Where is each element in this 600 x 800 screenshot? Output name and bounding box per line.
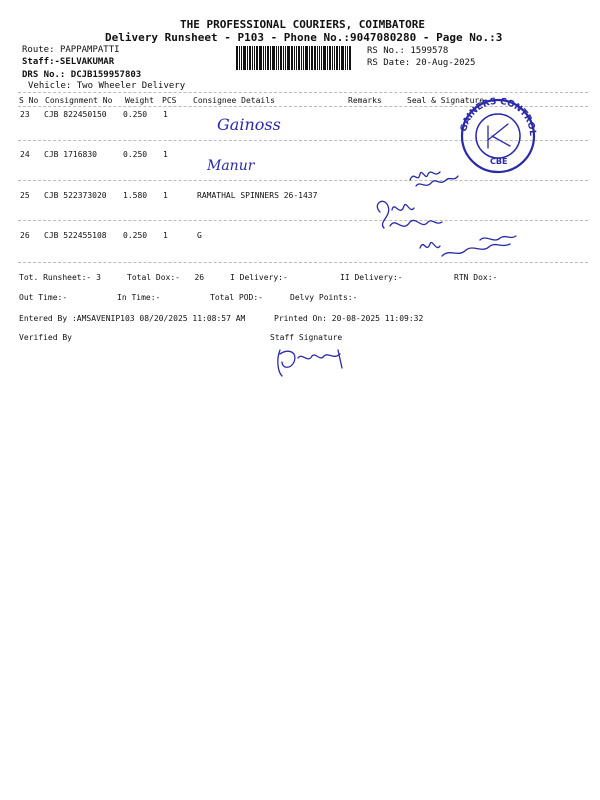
row-24-sno: 24 bbox=[20, 150, 30, 159]
table-top-rule bbox=[18, 92, 588, 93]
row-23-handwriting bbox=[215, 110, 305, 140]
row-23-handwritten-text: Gainoss bbox=[217, 115, 281, 134]
route-value: PAPPAMPATTI bbox=[59, 45, 120, 55]
row-23-weight: 0.250 bbox=[123, 110, 148, 119]
col-header-pcs: PCS bbox=[162, 96, 177, 105]
row-24-handwriting bbox=[205, 150, 285, 178]
drs-line bbox=[22, 70, 141, 80]
row-26-sno: 26 bbox=[20, 231, 30, 240]
col-header-seal-signature: Seal & Signature bbox=[407, 96, 485, 105]
summary-delvy-points: Delvy Points:- bbox=[290, 293, 358, 302]
row-26-pcs: 1 bbox=[163, 231, 168, 240]
row-25-pcs: 1 bbox=[163, 191, 168, 200]
staff-signature-scribble bbox=[268, 342, 358, 382]
route-line bbox=[22, 45, 120, 55]
summary-rtn-dox: RTN Dox:- bbox=[454, 273, 498, 282]
rs-no-label: RS No.: bbox=[367, 46, 405, 56]
row-23-sno: 23 bbox=[20, 110, 30, 119]
summary-in-time: In Time:- bbox=[117, 293, 161, 302]
col-header-weight: Weight bbox=[125, 96, 154, 105]
col-header-sno: S No bbox=[19, 96, 39, 105]
row-25-sno: 25 bbox=[20, 191, 30, 200]
col-header-consignee: Consignee Details bbox=[193, 96, 275, 105]
seal-top-text: GAINERS CONTROL bbox=[459, 96, 538, 137]
company-title: THE PROFESSIONAL COURIERS, COIMBATORE bbox=[180, 18, 426, 31]
drs-label: DRS No.: bbox=[22, 70, 66, 80]
summary-out-time: Out Time:- bbox=[19, 293, 68, 302]
row-24-handwritten-text: Manur bbox=[207, 158, 255, 174]
row-24-weight: 0.250 bbox=[123, 150, 148, 159]
staff-line bbox=[22, 57, 114, 67]
entered-by: Entered By :AMSAVENIP103 08/20/2025 11:08:57 AM bbox=[19, 314, 246, 323]
vehicle-line: Vehicle: Two Wheeler Delivery bbox=[28, 81, 186, 91]
summary-total-dox-line bbox=[127, 273, 204, 282]
summary-total-dox-label: Total Dox:- bbox=[127, 273, 180, 282]
delivery-signatures-scribble bbox=[370, 160, 530, 280]
printed-on: Printed On: 20-08-2025 11:09:32 bbox=[274, 314, 424, 323]
seal-bottom-text: CBE bbox=[490, 157, 508, 166]
summary-ii-delivery: II Delivery:- bbox=[340, 273, 403, 282]
barcode-image bbox=[236, 46, 358, 70]
rs-no-line bbox=[367, 46, 448, 56]
summary-i-delivery: I Delivery:- bbox=[230, 273, 288, 282]
rs-date-value: 20-Aug-2025 bbox=[415, 58, 476, 68]
row-23-consignment: CJB 822450150 bbox=[44, 110, 107, 119]
svg-text:GAINERS CONTROL bbox=[459, 97, 537, 137]
summary-total-dox-value: 26 bbox=[194, 273, 205, 282]
rs-no-value: 1599578 bbox=[410, 46, 449, 56]
row-26-consignment: CJB 522455108 bbox=[44, 231, 107, 240]
drs-value: DCJB159957803 bbox=[70, 70, 142, 80]
rs-date-line bbox=[367, 58, 475, 68]
row-24-pcs: 1 bbox=[163, 150, 168, 159]
row-25-consignee: RAMATHAL SPINNERS 26-1437 bbox=[197, 191, 318, 200]
row-25-consignment: CJB 522373020 bbox=[44, 191, 107, 200]
summary-tot-runsheet: Tot. Runsheet:- 3 bbox=[19, 273, 101, 282]
summary-total-pod: Total POD:- bbox=[210, 293, 263, 302]
staff-signature-label: Staff Signature bbox=[270, 333, 343, 342]
staff-label: Staff: bbox=[22, 57, 55, 67]
seal-monogram bbox=[488, 124, 510, 148]
row-25-weight: 1.580 bbox=[123, 191, 148, 200]
col-header-consignment: Consignment No bbox=[45, 96, 113, 105]
runsheet-title: Delivery Runsheet - P103 - Phone No.:9047080280 - Page No.:3 bbox=[105, 31, 503, 44]
col-header-remarks: Remarks bbox=[348, 96, 382, 105]
row-24-consignment: CJB 1716830 bbox=[44, 150, 97, 159]
rs-date-label: RS Date: bbox=[367, 58, 411, 68]
route-label: Route: bbox=[22, 45, 55, 55]
row-26-consignee: G bbox=[197, 231, 202, 240]
row-26-weight: 0.250 bbox=[123, 231, 148, 240]
row-23-pcs: 1 bbox=[163, 110, 168, 119]
verified-by-label: Verified By bbox=[19, 333, 72, 342]
staff-value: -SELVAKUMAR bbox=[54, 57, 115, 67]
